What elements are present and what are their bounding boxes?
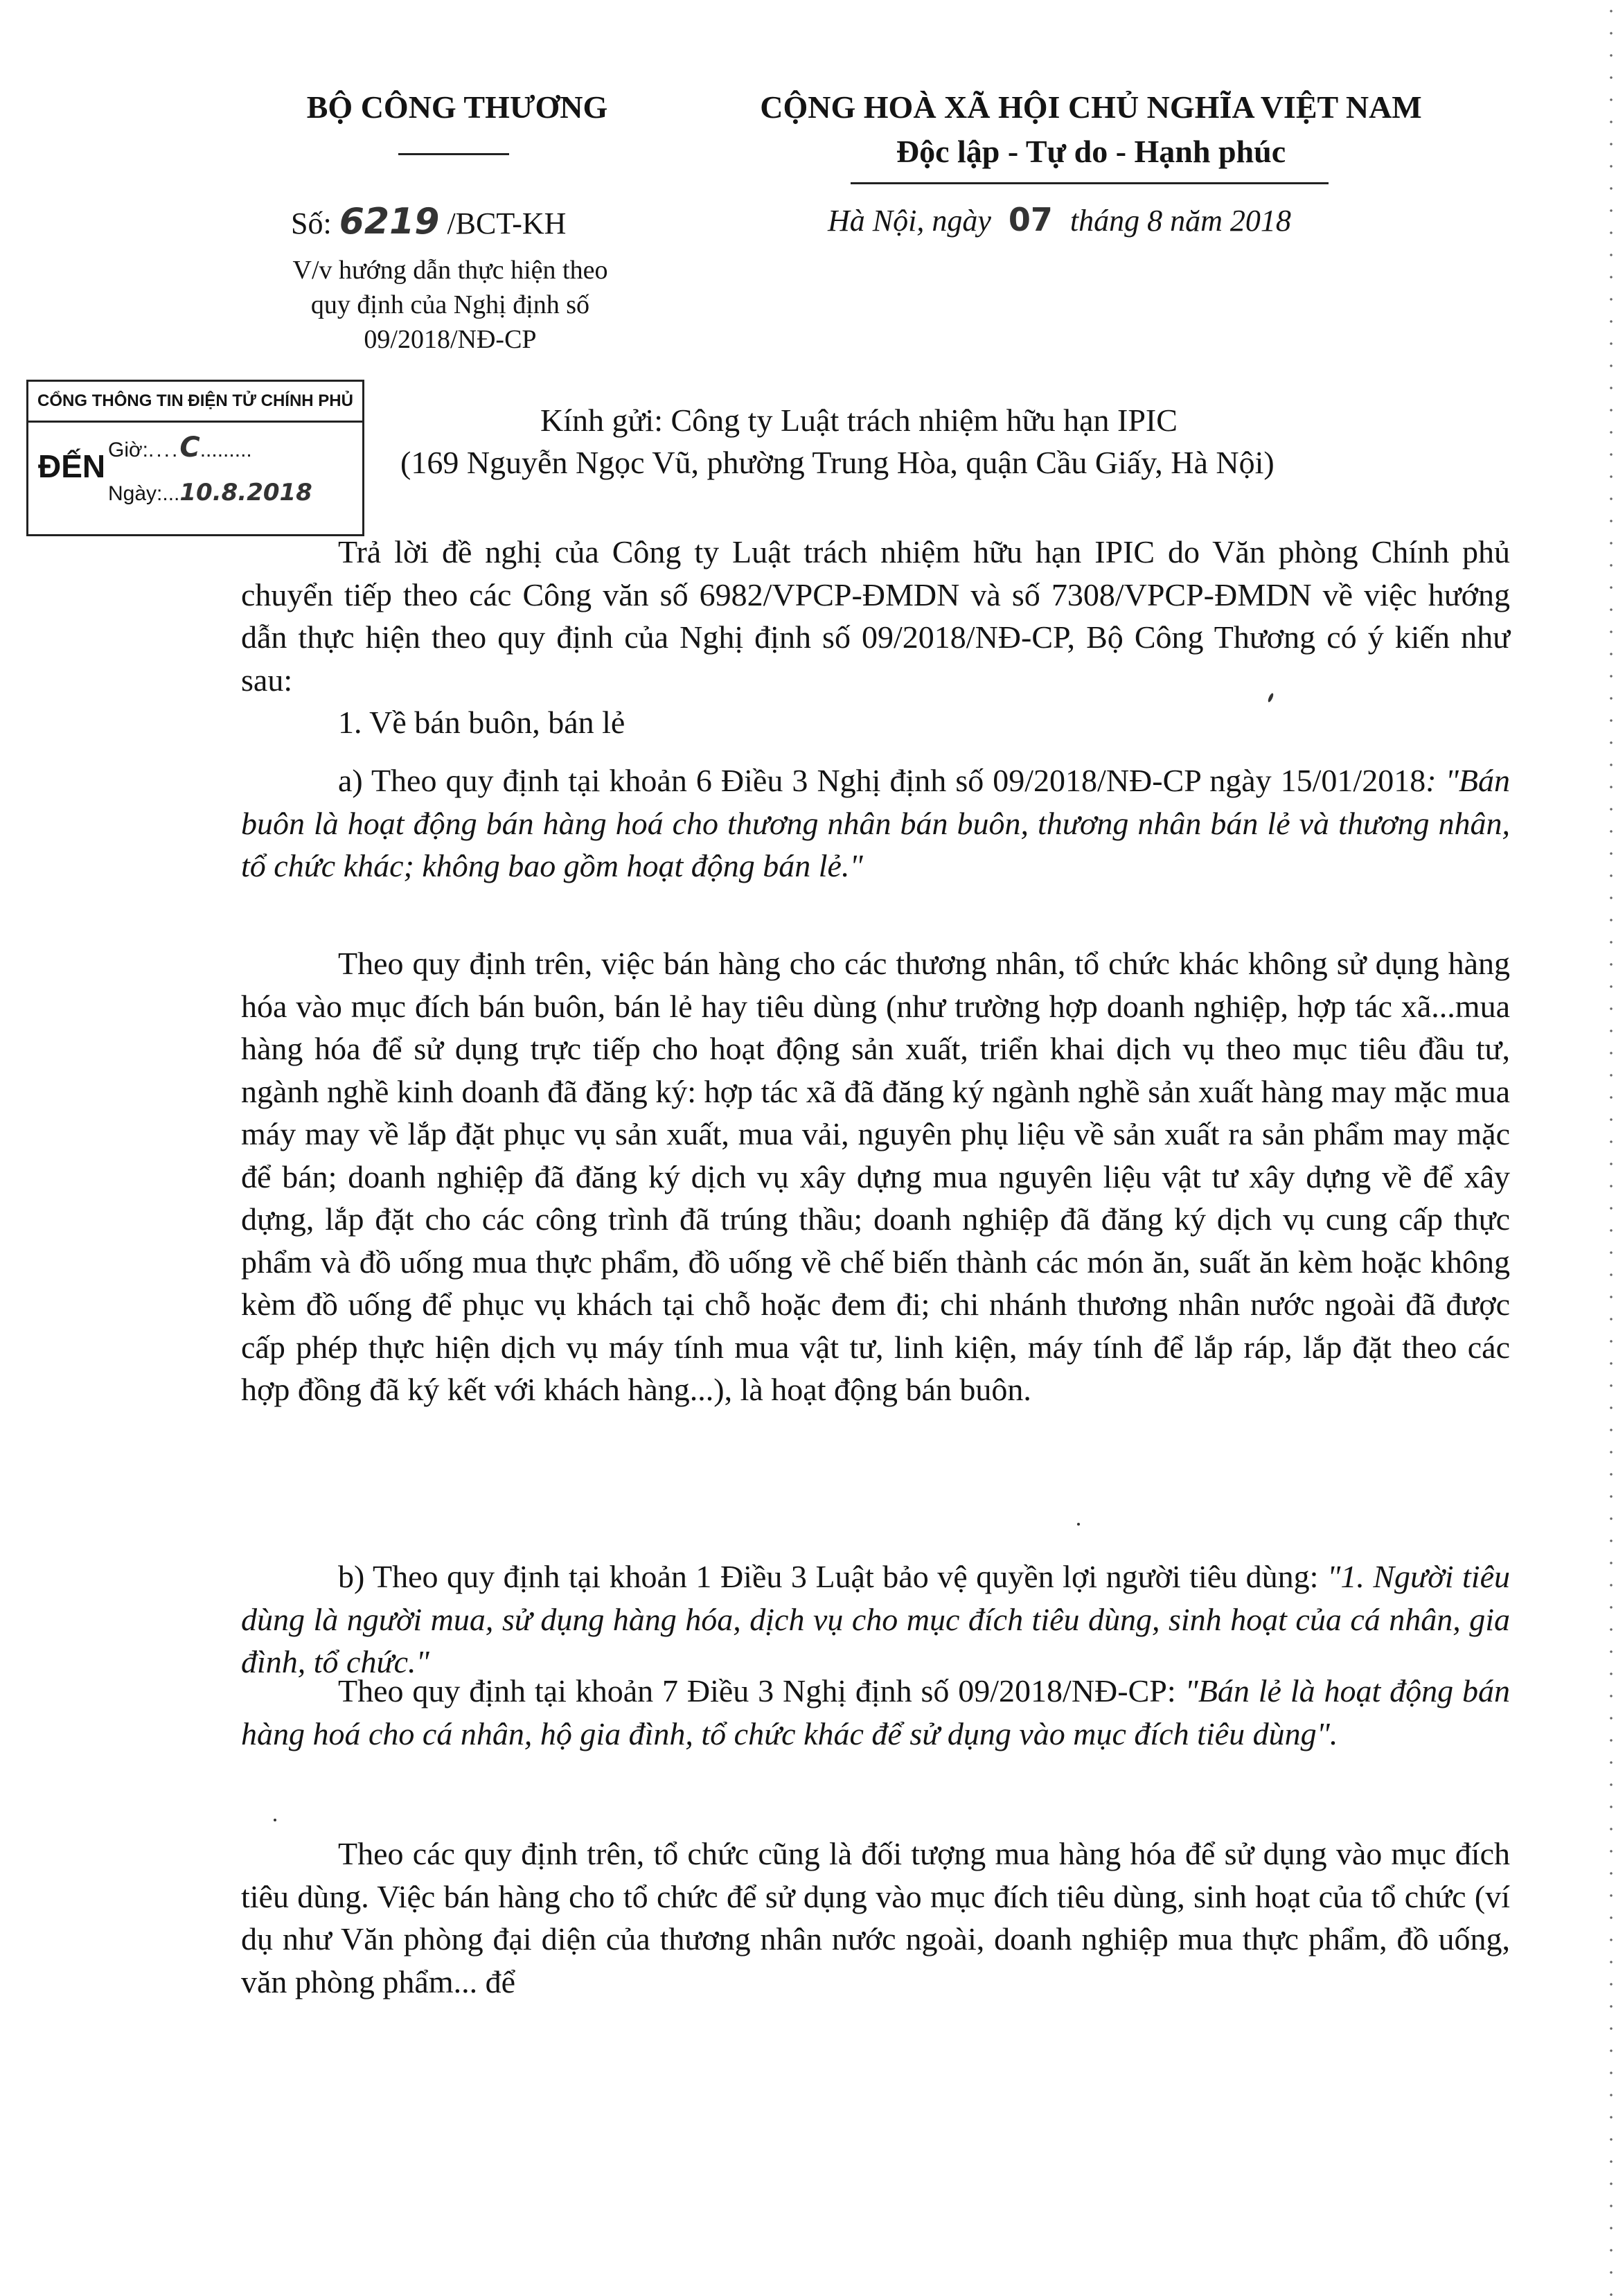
section-1-title: 1. Về bán buôn, bán lẻ bbox=[338, 705, 625, 740]
paragraph-b bbox=[241, 1555, 1510, 1684]
document-number bbox=[291, 201, 566, 242]
place-date bbox=[828, 201, 1291, 238]
number-suffix: /BCT-KH bbox=[447, 206, 567, 240]
stamp-ngay-label: Ngày: bbox=[108, 482, 163, 505]
stamp-gio: Giờ:....C......... bbox=[108, 432, 252, 463]
received-stamp bbox=[26, 380, 364, 536]
national-motto: Độc lập - Tự do - Hạnh phúc bbox=[896, 134, 1286, 169]
stamp-ngay-value: 10.8.2018 bbox=[179, 479, 312, 506]
retail-paragraph-quote: "Bán lẻ là hoạt động bán hàng hoá cho cá nhân, hộ gia đình, tổ chức khác để sử dụng vào mục đích tiêu dùng". bbox=[241, 1673, 1510, 1751]
stamp-gio-label: Giờ: bbox=[108, 439, 149, 461]
retail-paragraph-text: Theo quy định tại khoản 7 Điều 3 Nghị định số 09/2018/NĐ-CP: bbox=[338, 1673, 1185, 1708]
subject-line: 09/2018/NĐ-CP bbox=[364, 325, 537, 354]
final-paragraph: Theo các quy định trên, tổ chức cũng là đối tượng mua hàng hóa để sử dụng vào mục đích tiêu dùng. Việc bán hàng cho tổ chức để sử dụng vào mục đích tiêu dùng, sinh hoạt của tổ chức (ví dụ như Văn phòng đại diện của thương nhân nước ngoài, doanh nghiệp mua thực phẩm, đồ uống, văn phòng phẩm... để bbox=[241, 1836, 1510, 1999]
stamp-ngay: Ngày:...10.8.2018 bbox=[108, 479, 312, 506]
stamp-den: ĐẾN bbox=[38, 448, 106, 484]
paragraph-b-quote: "1. Người tiêu dùng là người mua, sử dụng hàng hóa, dịch vụ cho mục đích tiêu dùng, sinh hoạt của cá nhân, gia đình, tổ chức." bbox=[241, 1559, 1510, 1679]
recipient-line: Kính gửi: Công ty Luật trách nhiệm hữu hạn IPIC bbox=[540, 403, 1178, 438]
subject-line: quy định của Nghị định số bbox=[310, 290, 590, 319]
recipient-address: (169 Nguyễn Ngọc Vũ, phường Trung Hòa, quận Cầu Giấy, Hà Nội) bbox=[400, 445, 1275, 480]
number-handwritten: 6219 bbox=[339, 201, 440, 242]
paragraph-b-text: b) Theo quy định tại khoản 1 Điều 3 Luật bảo vệ quyền lợi người tiêu dùng: bbox=[338, 1559, 1328, 1594]
subject-line: V/v hướng dẫn thực hiện theo bbox=[292, 256, 608, 285]
place-date-suffix: tháng 8 năm 2018 bbox=[1069, 204, 1291, 238]
day-handwritten: 07 bbox=[1008, 201, 1053, 238]
motto-underline bbox=[851, 182, 1329, 184]
ministry-underline bbox=[398, 153, 509, 155]
country-name: CỘNG HOÀ XÃ HỘI CHỦ NGHĨA VIỆT NAM bbox=[760, 89, 1422, 125]
scan-edge-marks bbox=[1606, 0, 1616, 2296]
subject-block bbox=[236, 253, 665, 357]
paragraph-a-quote: : "Bán buôn là hoạt động bán hàng hoá cho thương nhân bán buôn, thương nhân bán lẻ và thương nhân, tổ chức khác; không bao gồm hoạt động bán lẻ." bbox=[241, 763, 1511, 883]
paragraph-a bbox=[241, 759, 1510, 888]
paragraph-a-text: a) Theo quy định tại khoản 6 Điều 3 Nghị định số 09/2018/NĐ-CP ngày 15/01/2018 bbox=[338, 763, 1426, 798]
number-label: Số: bbox=[291, 206, 332, 240]
ministry-name: BỘ CÔNG THƯƠNG bbox=[306, 89, 608, 125]
retail-paragraph bbox=[241, 1670, 1510, 1755]
scan-speck bbox=[1077, 1523, 1080, 1526]
intro-paragraph: Trả lời đề nghị của Công ty Luật trách nhiệm hữu hạn IPIC do Văn phòng Chính phủ chuyển tiếp theo các Công văn số 6982/VPCP-ĐMDN và số 7308/VPCP-ĐMDN về việc hướng dẫn thực hiện theo quy định của Nghị định số 09/2018/NĐ-CP, Bộ Công Thương có ý kiến như sau: bbox=[241, 534, 1510, 698]
stamp-title: CỔNG THÔNG TIN ĐIỆN TỬ CHÍNH PHỦ bbox=[28, 382, 362, 423]
scan-speck bbox=[274, 1819, 276, 1821]
stamp-gio-value: C bbox=[179, 432, 200, 463]
place-date-prefix: Hà Nội, ngày bbox=[828, 204, 991, 238]
wholesale-paragraph: Theo quy định trên, việc bán hàng cho các thương nhân, tổ chức khác không sử dụng hàng hóa vào mục đích bán buôn, bán lẻ hay tiêu dùng (như trường hợp doanh nghiệp, hợp tác xã...mua hàng hóa để sử dụng trực tiếp cho hoạt động sản xuất, triển khai dịch vụ theo mục tiêu đầu tư, ngành nghề kinh doanh đã đăng ký: hợp tác xã đã đăng ký ngành nghề sản xuất hàng may mặc mua máy may về lắp đặt phục vụ sản xuất, mua vải, nguyên phụ liệu về sản xuất ra sản phẩm may mặc để bán; doanh nghiệp đã đăng ký dịch vụ xây dựng mua nguyên liệu vật tư xây dựng về để xây dựng, lắp đặt cho các công trình đã trúng thầu; doanh nghiệp đã đăng ký dịch vụ cung cấp thực phẩm và đồ uống mua thực phẩm, đồ uống về chế biến thành các món ăn, suất ăn kèm hoặc không kèm đồ uống để phục vụ khách tại chỗ hoặc đem đi; chi nhánh thương nhân nước ngoài đã được cấp phép thực hiện dịch vụ máy tính mua vật tư, linh kiện, máy tính để lắp ráp, lắp đặt theo các hợp đồng đã ký kết với khách hàng...), là hoạt động bán buôn. bbox=[241, 946, 1510, 1407]
